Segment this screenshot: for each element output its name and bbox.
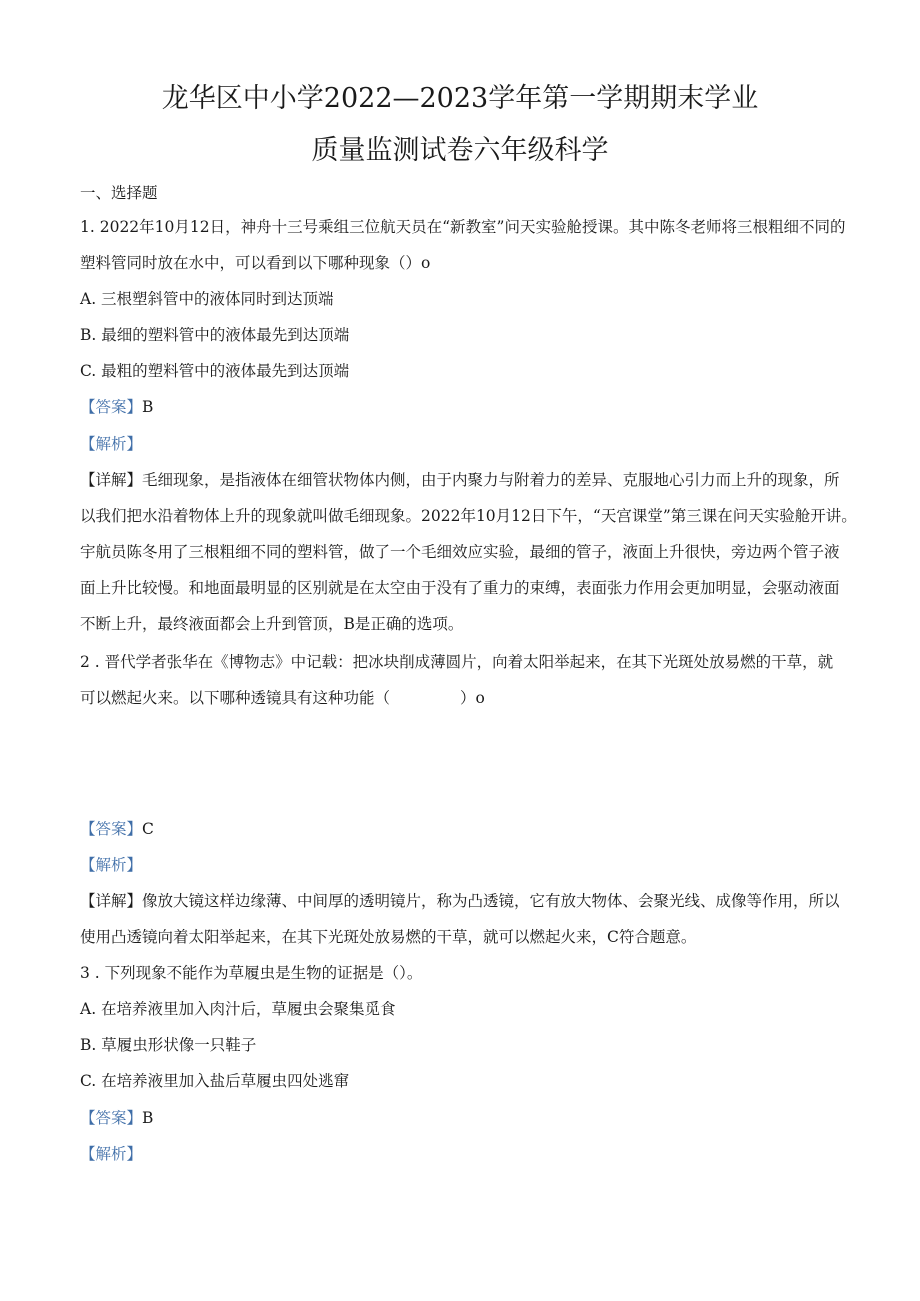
detail-text: 像放大镜这样边缘薄、中间厚的透明镜片，称为凸透镜，它有放大物体、会聚光线、成像等作用，所以	[142, 892, 840, 910]
q2-stem-line2	[80, 688, 850, 708]
q1-detail-line5: 不断上升，最终液面都会上升到管顶，B是正确的选项。	[80, 615, 464, 633]
q3-option-c: C. 在培养液里加入盐后草履虫四处逃窜	[80, 1072, 350, 1090]
q2-stem-text: 可以燃起火来。以下哪种透镜具有这种功能（	[80, 689, 391, 707]
q1-detail-line2: 以我们把水沿着物体上升的现象就叫做毛细现象。2022年10月12日下午，“天宫课堂”第三课在问天实验舱开讲。	[80, 507, 857, 525]
q1-stem-line2: 塑料管同时放在水中，可以看到以下哪种现象（）o	[80, 254, 431, 272]
analysis-label: 【解析】	[80, 856, 143, 874]
q3-option-a: A. 在培养液里加入肉汁后，草履虫会聚集觅食	[80, 1000, 396, 1018]
analysis-label: 【解析】	[80, 435, 143, 453]
q1-option-c: C. 最粗的塑料管中的液体最先到达顶端	[80, 362, 350, 380]
q3-stem: 3 . 下列现象不能作为草履虫是生物的证据是（）。	[80, 964, 423, 982]
detail-label: 【详解】	[80, 892, 143, 910]
detail-text: 毛细现象，是指液体在细管状物体内侧，由于内聚力与附着力的差异、克服地心引力而上升的现象，所	[142, 471, 840, 489]
q1-detail-line4: 面上升比较慢。和地面最明显的区别就是在太空由于没有了重力的束缚，表面张力作用会更加明显，会驱动液面	[80, 579, 840, 597]
detail-label: 【详解】	[80, 471, 143, 489]
answer-label: 【答案】	[80, 398, 143, 416]
q2-answer	[80, 819, 850, 839]
q1-answer	[80, 397, 850, 417]
q3-answer	[80, 1108, 850, 1128]
q3-option-b: B. 草履虫形状像一只鞋子	[80, 1036, 257, 1054]
q2-analysis	[80, 855, 850, 875]
q2-stem-line1: 2 . 晋代学者张华在《博物志》中记载：把冰块削成薄圆片，向着太阳举起来，在其下光斑处放易燃的干草，就	[80, 653, 834, 671]
doc-title-line2: 质量监测试卷六年级科学	[311, 135, 609, 166]
q2-detail-line2: 使用凸透镜向着太阳举起来，在其下光斑处放易燃的干草，就可以燃起火来，C符合题意。	[80, 928, 697, 946]
doc-title-line1: 龙华区中小学2022—2023学年第一学期期末学业	[161, 83, 759, 114]
q1-detail-line1	[80, 470, 850, 490]
answer-value: B	[142, 398, 154, 416]
q2-detail-line1	[80, 891, 850, 911]
q1-stem-line1: 1. 2022年10月12日，神舟十三号乘组三位航天员在“新教室”问天实验舱授课。其中陈冬老师将三根粗细不同的	[80, 218, 846, 236]
answer-value: C	[142, 820, 154, 838]
q1-analysis	[80, 434, 850, 454]
analysis-label: 【解析】	[80, 1145, 143, 1163]
q1-option-a: A. 三根塑斜管中的液体同时到达顶端	[80, 290, 334, 308]
q3-analysis	[80, 1144, 850, 1164]
q1-detail-line3: 宇航员陈冬用了三根粗细不同的塑料管，做了一个毛细效应实验，最细的管子，液面上升很快，旁边两个管子液	[80, 543, 840, 561]
section-heading: 一、选择题	[80, 184, 158, 202]
answer-label: 【答案】	[80, 1109, 143, 1127]
q2-stem-end: ）o	[460, 689, 485, 707]
q1-option-b: B. 最细的塑料管中的液体最先到达顶端	[80, 326, 350, 344]
answer-label: 【答案】	[80, 820, 143, 838]
answer-value: B	[142, 1109, 154, 1127]
